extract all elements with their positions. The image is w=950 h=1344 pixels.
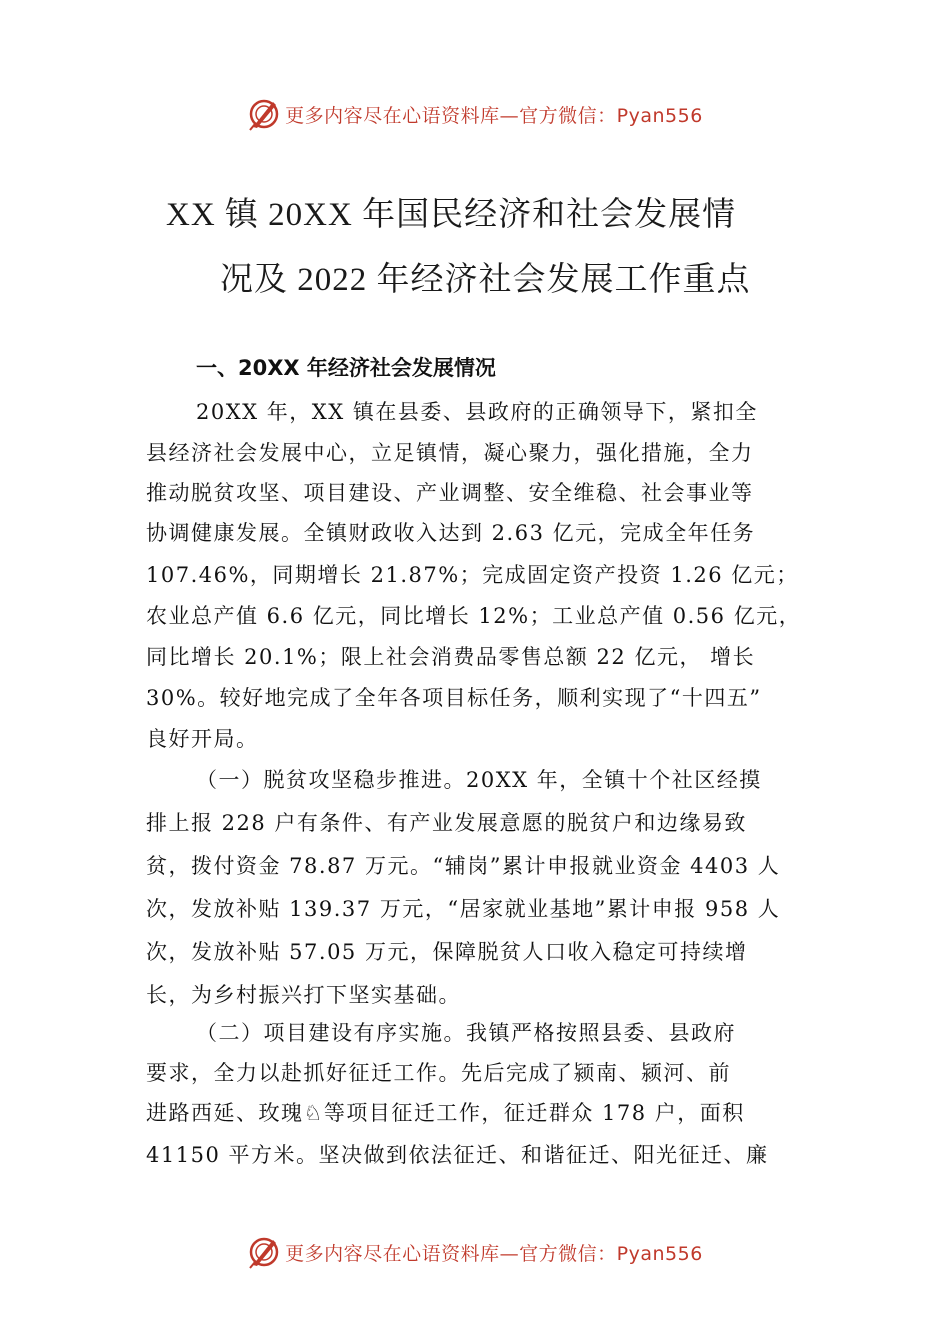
paragraph-2-line: 长，为乡村振兴打下坚实基础。 bbox=[146, 983, 461, 1007]
quill-logo-icon bbox=[247, 1235, 281, 1269]
paragraph-1-line: 107.46%，同期增长 21.87%；完成固定资产投资 1.26 亿元； bbox=[146, 563, 799, 587]
header-banner bbox=[0, 94, 950, 134]
document-title-line-1: XX 镇 20XX 年国民经济和社会发展情 bbox=[166, 197, 737, 233]
paragraph-2-line: 排上报 228 户有条件、有产业发展意愿的脱贫户和边缘易致 bbox=[146, 811, 747, 835]
paragraph-3-line: 要求，全力以赴抓好征迁工作。先后完成了颍南、颍河、前 bbox=[146, 1061, 731, 1085]
paragraph-1-line: 良好开局。 bbox=[146, 727, 259, 751]
banner-text bbox=[285, 101, 703, 128]
paragraph-1-line: 30%。较好地完成了全年各项目标任务，顺利实现了“十四五” bbox=[146, 686, 762, 710]
paragraph-2-line: 贫，拨付资金 78.87 万元。“辅岗”累计申报就业资金 4403 人 bbox=[146, 854, 781, 878]
banner-wechat-id: Pyan556 bbox=[616, 1242, 703, 1265]
paragraph-1-line: 农业总产值 6.6 亿元，同比增长 12%；工业总产值 0.56 亿元， bbox=[146, 604, 802, 628]
paragraph-2-line: 次，发放补贴 139.37 万元，“居家就业基地”累计申报 958 人 bbox=[146, 897, 781, 921]
paragraph-1-line: 推动脱贫攻坚、项目建设、产业调整、安全维稳、社会事业等 bbox=[146, 481, 754, 505]
banner-wechat-id: Pyan556 bbox=[616, 104, 703, 127]
paragraph-1-line: 20XX 年，XX 镇在县委、县政府的正确领导下，紧扣全 bbox=[196, 400, 758, 424]
section-heading: 一、20XX 年经济社会发展情况 bbox=[196, 356, 496, 380]
paragraph-1-line: 县经济社会发展中心，立足镇情，凝心聚力，强化措施，全力 bbox=[146, 441, 754, 465]
paragraph-2-line: （一）脱贫攻坚稳步推进。20XX 年，全镇十个社区经摸 bbox=[196, 768, 762, 792]
paragraph-3-line: 进路西延、玫瑰♘等项目征迁工作，征迁群众 178 户，面积 bbox=[146, 1101, 745, 1125]
paragraph-1-line: 同比增长 20.1%；限上社会消费品零售总额 22 亿元， 增长 bbox=[146, 645, 756, 669]
paragraph-1-line: 协调健康发展。全镇财政收入达到 2.63 亿元，完成全年任务 bbox=[146, 521, 756, 545]
paragraph-3-line: （二）项目建设有序实施。我镇严格按照县委、县政府 bbox=[196, 1021, 736, 1045]
banner-text bbox=[285, 1239, 703, 1266]
paragraph-2-line: 次，发放补贴 57.05 万元，保障脱贫人口收入稳定可持续增 bbox=[146, 940, 748, 964]
banner-label: 更多内容尽在心语资料库—官方微信： bbox=[285, 104, 617, 127]
paragraph-3-line: 41150 平方米。坚决做到依法征迁、和谐征迁、阳光征迁、廉 bbox=[146, 1143, 769, 1167]
document-title-line-2: 况及 2022 年经济社会发展工作重点 bbox=[220, 262, 751, 298]
quill-logo-icon bbox=[247, 97, 281, 131]
banner-label: 更多内容尽在心语资料库—官方微信： bbox=[285, 1242, 617, 1265]
footer-banner bbox=[0, 1232, 950, 1272]
